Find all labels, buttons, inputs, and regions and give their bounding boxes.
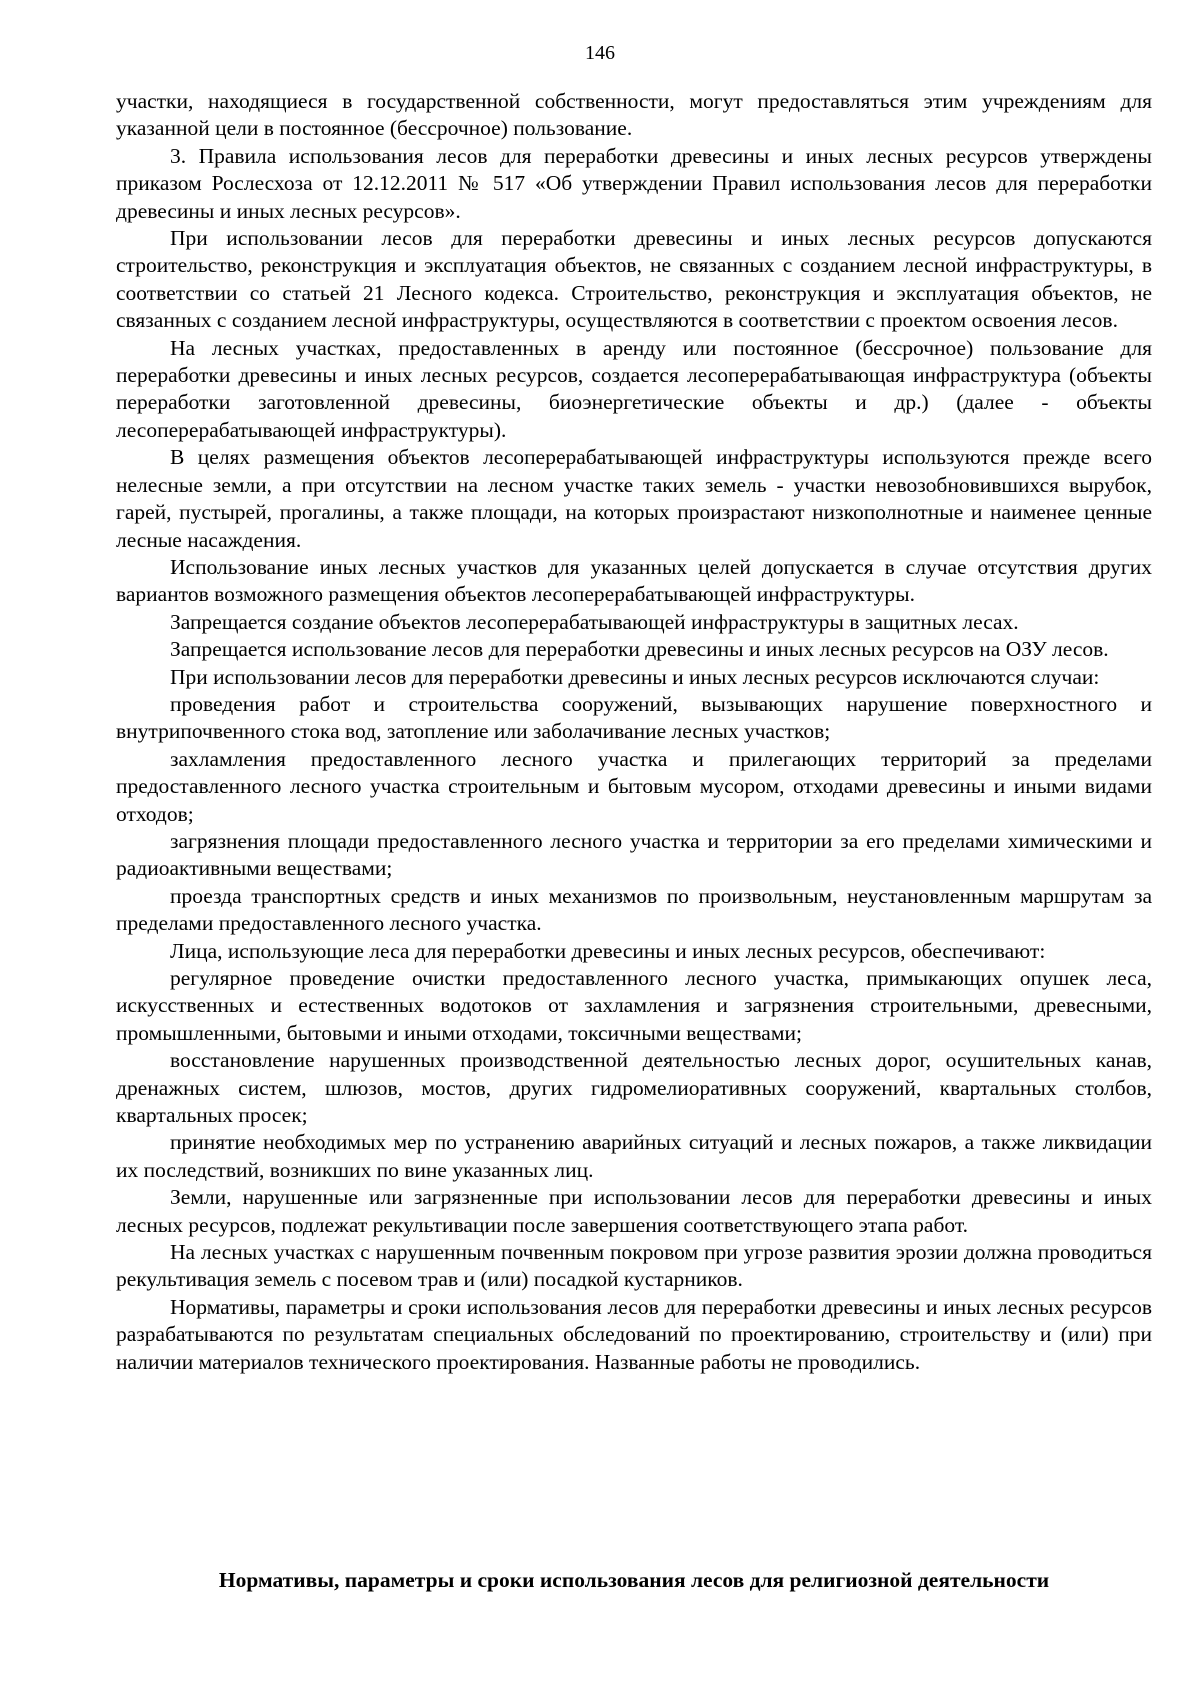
list-item-restoration: восстановление нарушенных производственной деятельностью лесных дорог, осушительных канав, дренажных систем, шлюзов, мостов, других гидромелиоративных сооружений, квартальных столбов, квартальных просек; bbox=[116, 1048, 1152, 1128]
document-body bbox=[116, 88, 1152, 1376]
paragraph-placement-lands: В целях размещения объектов лесоперерабатывающей инфраструктуры используются прежде всего нелесные земли, а при отсутствии на лесном участке таких земель - участки невозобновившихся вырубок, гарей, пустырей, прогалины, а также площади, на которых произрастают низкополнотные и наименее ценные лесные насаждения. bbox=[116, 445, 1152, 552]
list-item-pollution: загрязнения площади предоставленного лесного участка и территории за его пределами химическими и радиоактивными веществами; bbox=[116, 828, 1152, 881]
paragraph-norms: Нормативы, параметры и сроки использования лесов для переработки древесины и иных лесных ресурсов разрабатываются по результатам специальных обследований по проектированию, строительству и (или) при наличии материалов технического проектирования. Названные работы не проводились. bbox=[116, 1294, 1152, 1374]
paragraph-users-ensure: Лица, использующие леса для переработки древесины и иных лесных ресурсов, обеспечивают: bbox=[170, 938, 1046, 963]
list-item-runoff: проведения работ и строительства сооружений, вызывающих нарушение поверхностного и внутрипочвенного стока вод, затопление или заболачивание лесных участков; bbox=[116, 691, 1152, 744]
paragraph-erosion: На лесных участках с нарушенным почвенным покровом при угрозе развития эрозии должна проводиться рекультивация земель с посевом трав и (или) посадкой кустарников. bbox=[116, 1240, 1152, 1292]
paragraph-other-plots: Использование иных лесных участков для указанных целей допускается в случае отсутствия других вариантов возможного размещения объектов лесоперерабатывающей инфраструктуры. bbox=[116, 554, 1152, 607]
paragraph-prohibition-ozu: Запрещается использование лесов для переработки древесины и иных лесных ресурсов на ОЗУ лесов. bbox=[170, 637, 1109, 662]
paragraph-permitted-construction: При использовании лесов для переработки древесины и иных лесных ресурсов допускаются строительство, реконструкция и эксплуатация объектов, не связанных с созданием лесной инфраструктуры, в соответствии со статьей 21 Лесного кодекса. Строительство, реконструкция и эксплуатация объектов, не связанных с созданием лесной инфраструктуры, осуществляются в соответствии с проектом освоения лесов. bbox=[116, 226, 1152, 333]
paragraph-recultivation: Земли, нарушенные или загрязненные при использовании лесов для переработки древесины и иных лесных ресурсов, подлежат рекультивации после завершения соответствующего этапа работ. bbox=[116, 1185, 1152, 1237]
list-item-cleaning: регулярное проведение очистки предоставленного лесного участка, примыкающих опушек леса, искусственных и естественных водотоков от захламления и загрязнения строительными, древесными, промышленными, бытовыми и иными отходами, токсичными веществами; bbox=[116, 966, 1152, 1045]
paragraph-excluded-cases: При использовании лесов для переработки древесины и иных лесных ресурсов исключаются случаи: bbox=[170, 664, 1100, 689]
paragraph-rules-reference: 3. Правила использования лесов для переработки древесины и иных лесных ресурсов утверждены приказом Рослесхоза от 12.12.2011 № 517 «Об утверждении Правил использования лесов для переработки древесины и иных лесных ресурсов». bbox=[116, 143, 1152, 223]
list-item-emergency: принятие необходимых мер по устранению аварийных ситуаций и лесных пожаров, а также ликвидации их последствий, возникших по вине указанных лиц. bbox=[116, 1130, 1152, 1182]
paragraph-continuation: участки, находящиеся в государственной собственности, могут предоставляться этим учреждениям для указанной цели в постоянное (бессрочное) пользование. bbox=[116, 89, 1152, 141]
paragraph-prohibition-protective: Запрещается создание объектов лесоперерабатывающей инфраструктуры в защитных лесах. bbox=[170, 609, 1019, 634]
page-number: 146 bbox=[585, 42, 615, 64]
section-heading: Нормативы, параметры и сроки использования лесов для религиозной деятельности bbox=[218, 1568, 1050, 1592]
paragraph-infrastructure-creation: На лесных участках, предоставленных в аренду или постоянное (бессрочное) пользование для переработки древесины и иных лесных ресурсов, создается лесоперерабатывающая инфраструктура (объекты переработки заготовленной древесины, биоэнергетические объекты и др.) (далее - объекты лесоперерабатывающей инфраструктуры). bbox=[116, 335, 1152, 442]
list-item-vehicles: проезда транспортных средств и иных механизмов по произвольным, неустановленным маршрутам за пределами предоставленного лесного участка. bbox=[116, 883, 1152, 936]
list-item-littering: захламления предоставленного лесного участка и прилегающих территорий за пределами предоставленного лесного участка строительным и бытовым мусором, отходами древесины и иными видами отходов; bbox=[116, 746, 1152, 826]
